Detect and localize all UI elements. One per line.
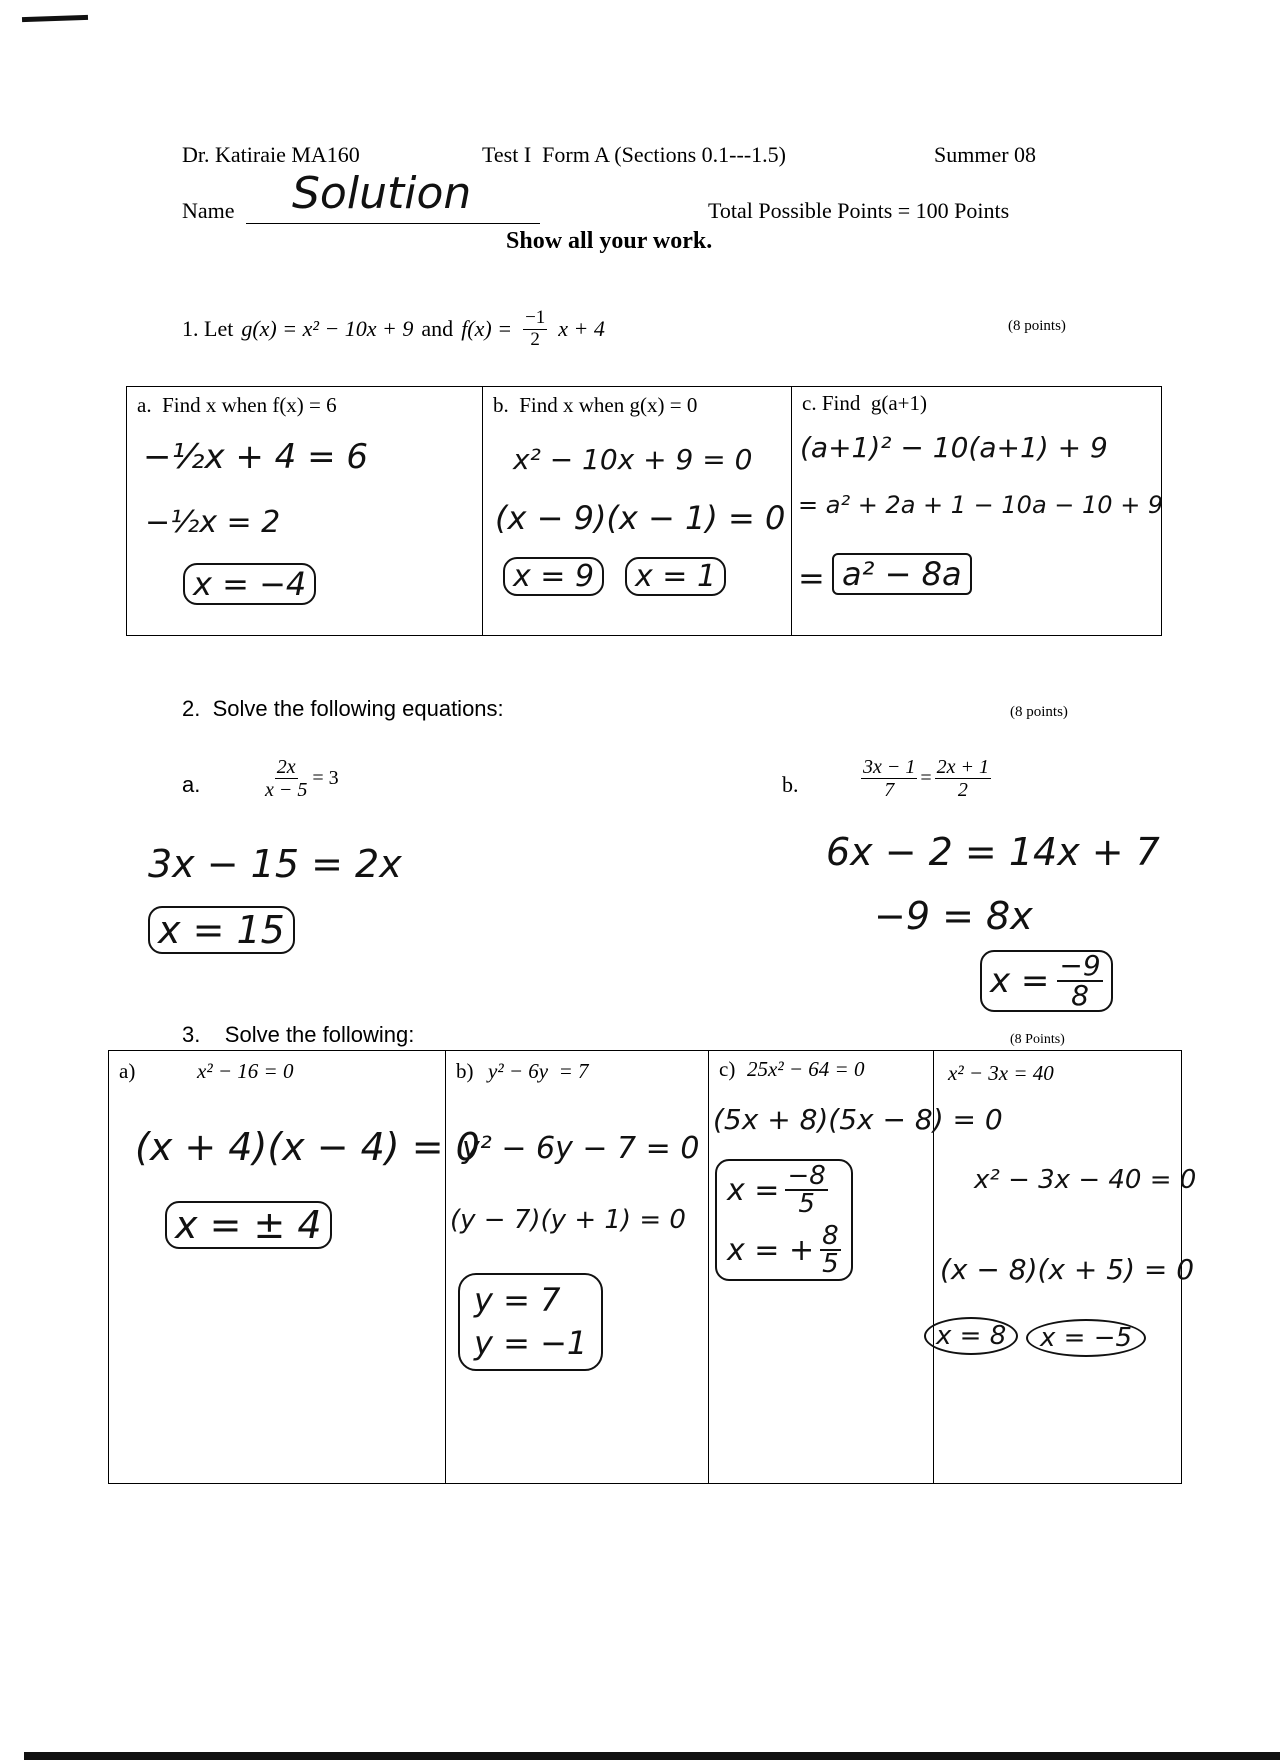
q3-table <box>108 1050 1197 1484</box>
name-label: Name <box>182 198 235 223</box>
q2-points: (8 points) <box>1010 704 1068 720</box>
q3c-equation: 25x² − 64 = 0 <box>747 1057 865 1081</box>
q3d-line-2: (x − 8)(x + 5) = 0 <box>940 1253 1195 1286</box>
q1a-line-2: −½x = 2 <box>145 505 281 540</box>
q1-cell-a <box>127 387 483 636</box>
q2a-line-1: 3x − 15 = 2x <box>148 842 402 886</box>
total-points: Total Possible Points = 100 Points <box>708 198 1010 223</box>
q1-prefix: 1. Let <box>182 316 234 342</box>
q3b-line-2: (y − 7)(y + 1) = 0 <box>450 1205 686 1235</box>
q2a-fraction <box>263 756 309 801</box>
q3c-line-1: (5x + 8)(5x − 8) = 0 <box>713 1103 1003 1136</box>
test-title: Test I Form A (Sections 0.1---1.5) <box>482 142 786 167</box>
q3c-answer-1 <box>727 1163 841 1217</box>
q3c-ans2-fraction <box>820 1223 841 1277</box>
q3c-ans1-fraction <box>785 1163 827 1217</box>
q1-f-lhs: f(x) = <box>461 316 513 342</box>
scan-mark-top <box>22 15 88 22</box>
instruction: Show all your work. <box>506 228 713 254</box>
q3c-answer-2 <box>727 1223 841 1277</box>
q3b-label: b) <box>456 1059 474 1083</box>
q3a-equation: x² − 16 = 0 <box>197 1059 294 1083</box>
q1b-answer-1: x = 9 <box>503 557 604 596</box>
q3b-answer-1: y = 7 <box>474 1281 561 1319</box>
q2b-fraction-2 <box>935 756 991 801</box>
q2b-answer-fraction <box>1057 949 1102 1012</box>
q3c-ans1-num: −8 <box>787 1161 826 1191</box>
q1b-line-1: x² − 10x + 9 = 0 <box>513 443 753 476</box>
q1-points: (8 points) <box>1008 318 1066 334</box>
q3b-equation: y² − 6y = 7 <box>488 1059 589 1083</box>
q2b-label: b. <box>782 772 799 797</box>
q3d-line-1: x² − 3x − 40 = 0 <box>974 1165 1197 1195</box>
q3a-answer: x = ± 4 <box>165 1201 332 1249</box>
q1a-label: a. Find x when f(x) = 6 <box>137 393 337 417</box>
q3c-ans2-den: 5 <box>822 1249 839 1279</box>
q3b-answer-box <box>458 1273 603 1371</box>
q2a-num: 2x <box>276 756 296 778</box>
q2b-equation <box>858 756 994 801</box>
q1b-answer-2: x = 1 <box>625 557 726 596</box>
q1a-line-1: −½x + 4 = 6 <box>143 437 369 477</box>
q3c-label: c) <box>719 1057 736 1081</box>
q1c-answer: a² − 8a <box>832 553 972 595</box>
q2a-rhs: = 3 <box>312 767 339 789</box>
q2a-den: x − 5 <box>265 779 308 801</box>
q3-cell-b <box>446 1051 709 1484</box>
q2b-den-1: 7 <box>884 779 895 801</box>
q1c-answer-prefix: = <box>798 559 825 597</box>
instructor-course: Dr. Katiraie MA160 <box>182 142 360 167</box>
q2a-equation <box>260 756 339 801</box>
q3c-ans2-num: 8 <box>822 1221 839 1251</box>
q3-cell-a <box>109 1051 480 1484</box>
q2-prompt: 2. Solve the following equations: <box>182 696 504 721</box>
q2b-num-1: 3x − 1 <box>863 756 916 778</box>
q1-cell-c <box>792 387 1162 636</box>
q1-prompt <box>182 308 605 351</box>
q2b-answer-den: 8 <box>1071 979 1089 1012</box>
q3b-answer-2: y = −1 <box>474 1324 588 1363</box>
q3-prompt: 3. Solve the following: <box>182 1022 415 1047</box>
q1c-label: c. Find g(a+1) <box>802 391 927 415</box>
q3a-line-1: (x + 4)(x − 4) = 0 <box>135 1125 480 1169</box>
q1-f-num: −1 <box>525 307 546 328</box>
q2b-fraction-1 <box>861 756 917 801</box>
q3d-equation: x² − 3x = 40 <box>948 1061 1054 1085</box>
q2b-den-2: 2 <box>957 779 968 801</box>
q2a-label: a. <box>182 772 201 797</box>
q1-cell-b <box>483 387 792 636</box>
q2b-line-2: −9 = 8x <box>874 894 1033 938</box>
q1b-label: b. Find x when g(x) = 0 <box>493 393 698 417</box>
q3c-ans1-den: 5 <box>798 1189 815 1219</box>
q3c-ans1-lhs: x = <box>727 1172 780 1208</box>
q1-table <box>126 386 1162 636</box>
q1a-answer: x = −4 <box>183 563 316 605</box>
q3c-ans2-lhs: x = + <box>727 1232 815 1268</box>
q2b-answer-num: −9 <box>1059 949 1101 982</box>
q1-f-den: 2 <box>530 328 540 350</box>
name-underline <box>246 223 540 224</box>
q2b-answer-lhs: x = <box>990 961 1050 1001</box>
q3-points: (8 Points) <box>1010 1032 1065 1047</box>
q1-and: and <box>421 316 454 342</box>
q1c-line-2: = a² + 2a + 1 − 10a − 10 + 9 <box>798 491 1164 519</box>
q1b-line-2: (x − 9)(x − 1) = 0 <box>495 499 786 537</box>
q3c-answer-box <box>715 1159 853 1281</box>
q2a-answer: x = 15 <box>148 906 295 954</box>
q3b-line-1: y² − 6y − 7 = 0 <box>462 1131 700 1166</box>
q1-f-fraction <box>523 308 547 351</box>
q2b-line-1: 6x − 2 = 14x + 7 <box>826 830 1160 874</box>
q2b-num-2: 2x + 1 <box>936 756 990 778</box>
q1-g-def: g(x) = x² − 10x + 9 <box>241 316 414 342</box>
q3d-answer-1: x = 8 <box>924 1317 1018 1355</box>
q2b-answer <box>980 950 1113 1012</box>
term: Summer 08 <box>934 142 1037 167</box>
q1-f-rhs: x + 4 <box>558 316 605 342</box>
q3a-label: a) <box>119 1059 136 1083</box>
name-value: Solution <box>292 168 472 219</box>
scan-edge-bottom <box>24 1752 1280 1760</box>
q3-cell-d <box>934 1051 1197 1484</box>
q3d-answer-2: x = −5 <box>1026 1319 1146 1357</box>
q1c-line-1: (a+1)² − 10(a+1) + 9 <box>800 431 1108 464</box>
q2b-eq: = <box>920 767 932 789</box>
